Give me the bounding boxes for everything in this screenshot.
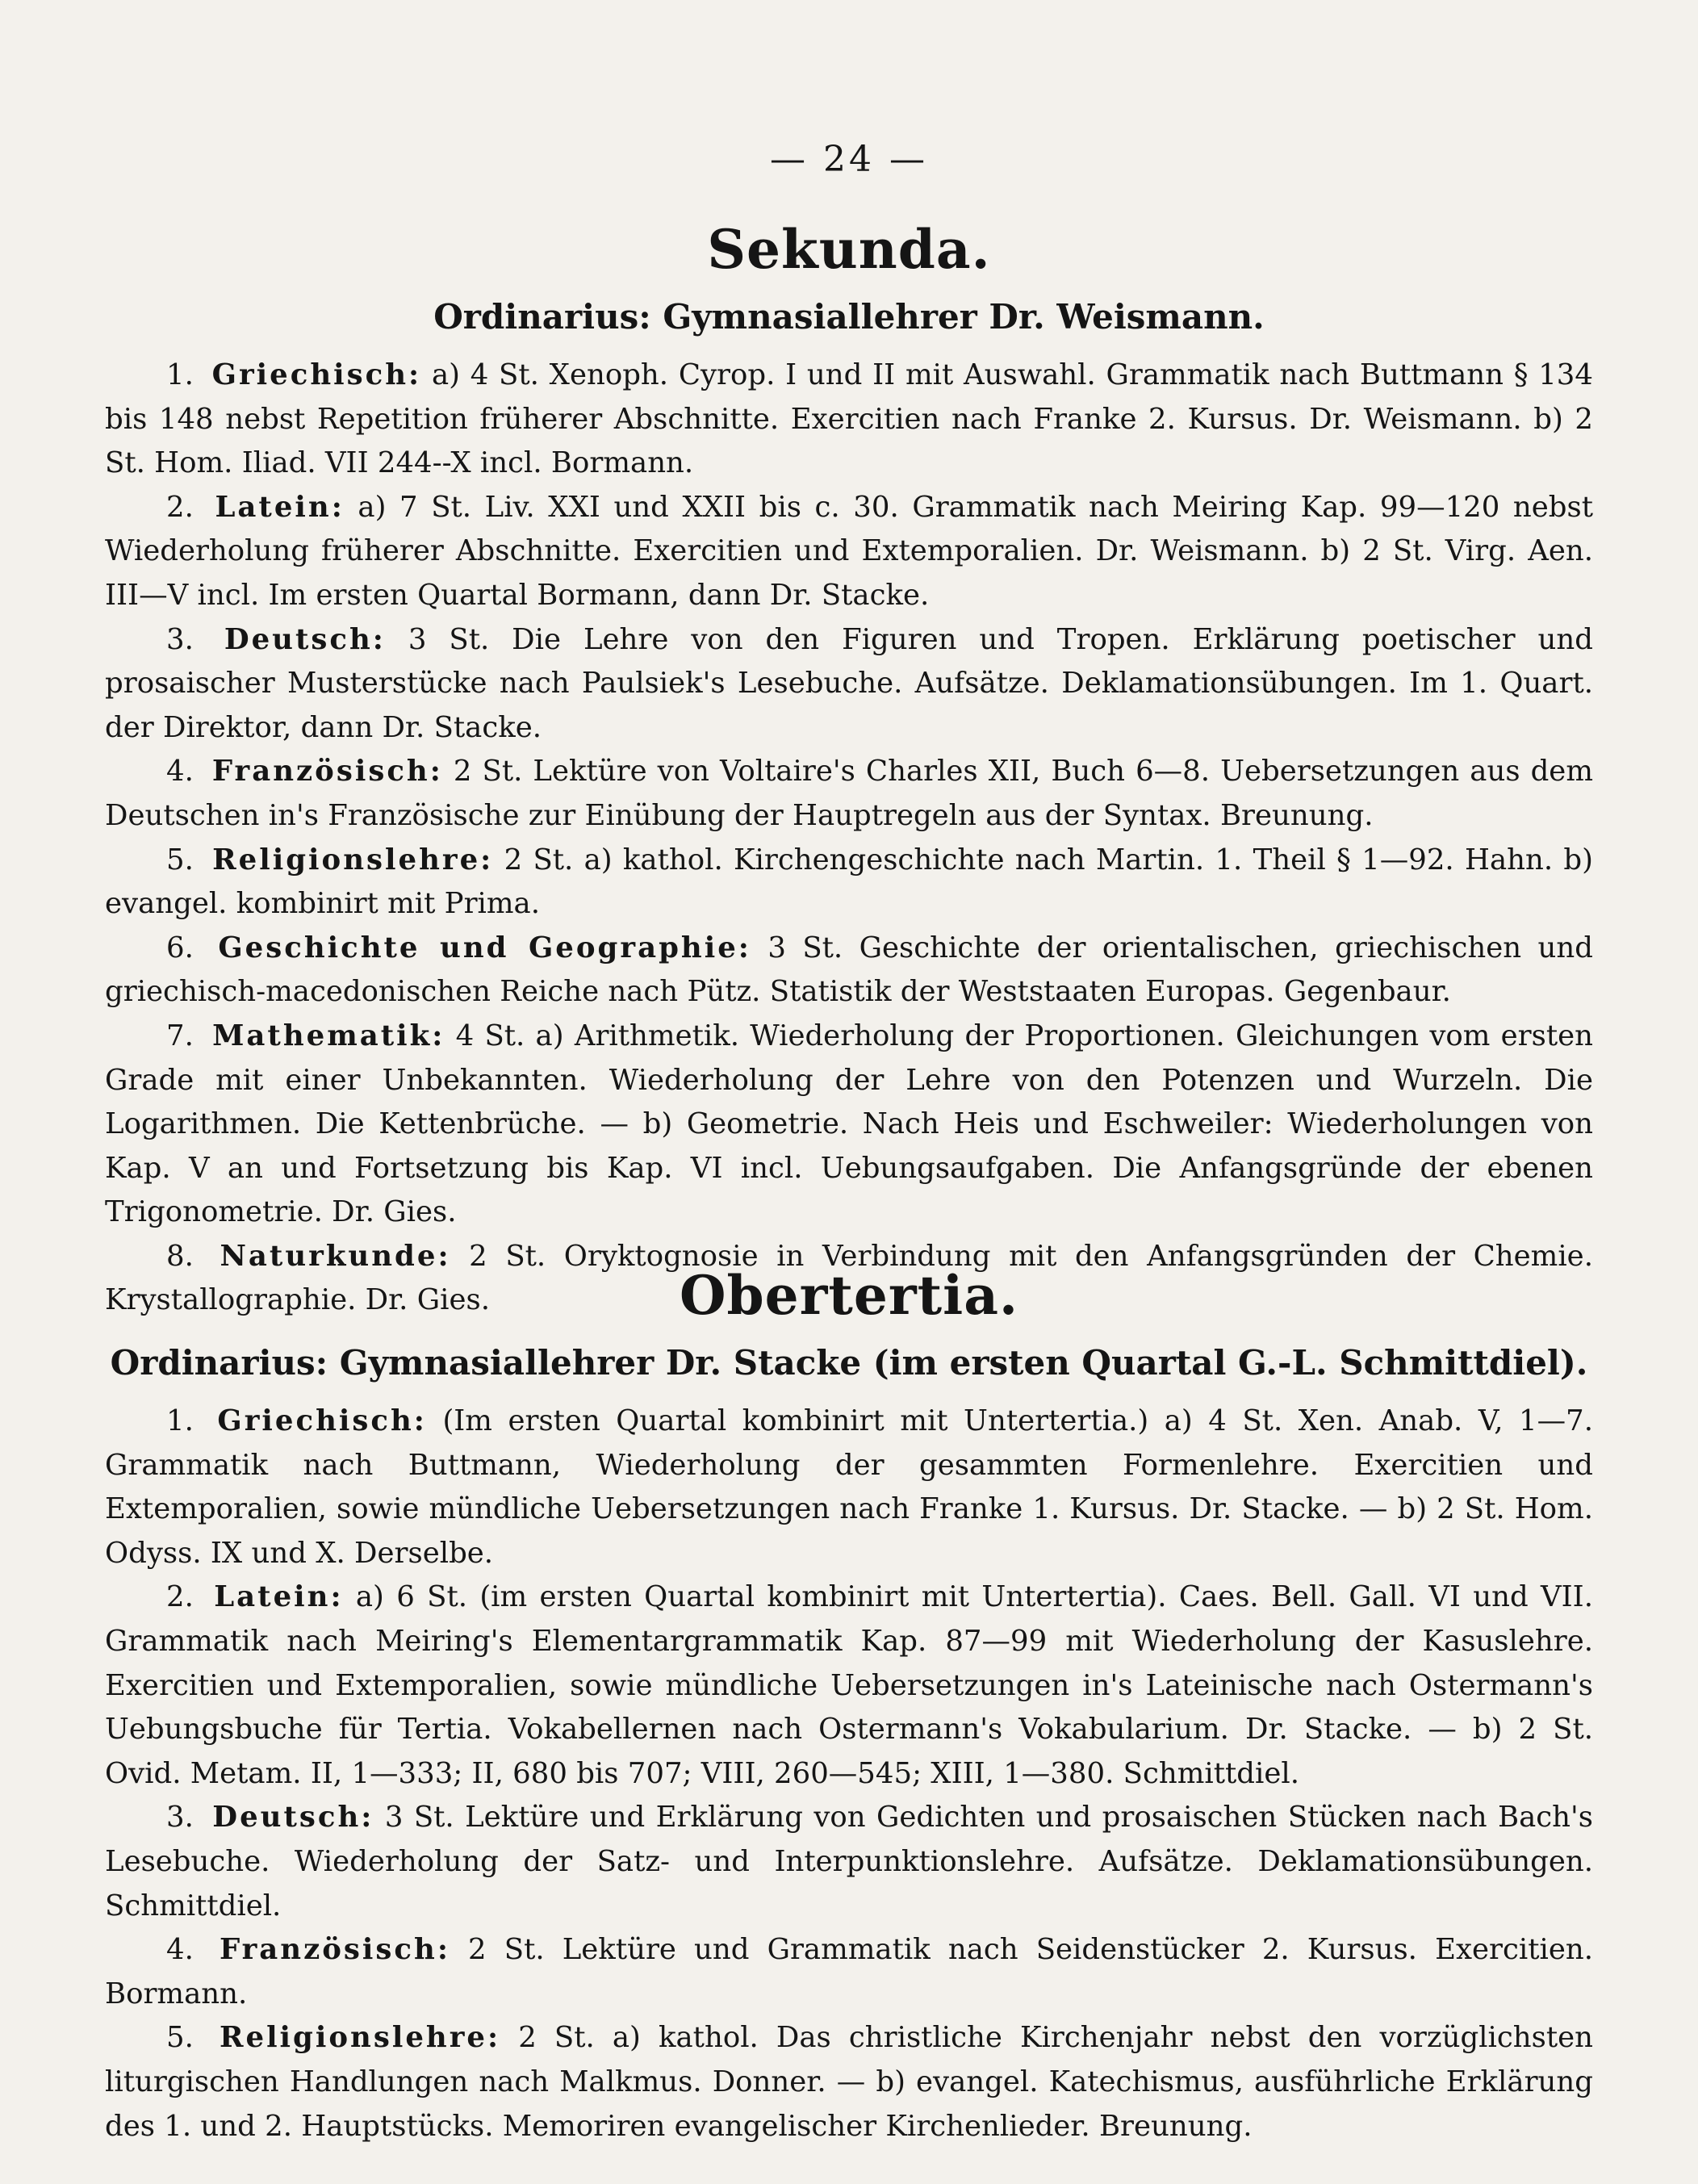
entry-number: 5. [166,843,194,877]
entry-number: 2. [166,1580,194,1614]
entry-number: 6. [166,931,194,964]
section-obertertia [0,1259,1698,2148]
entry-text: 2 St. a) kathol. Das christliche Kirchenjahr nebst den vorzüglichsten liturgischen Handlungen nach Malkmus. Donner. — b) evangel. Katechismus, ausführliche Erklärung des 1. und 2. Hauptstücks. Memoriren evangelischer Kirchenlieder. Breunung. [105,2021,1593,2143]
entry-number: 2. [166,490,194,524]
entry-text: (Im ersten Quartal kombinirt mit Untertertia.) a) 4 St. Xen. Anab. V, 1—7. Grammatik nach Buttmann, Wiederholung der gesammten Formenlehre. Exercitien und Extemporalien, sowie mündliche Uebersetzungen nach Franke 1. Kursus. Dr. Stacke. — b) 2 St. Hom. Odyss. IX und X. Derselbe. [105,1404,1594,1570]
entry-number: 1. [166,358,194,391]
entry-subject: Deutsch: [212,1801,374,1835]
entry-text: 3 St. Die Lehre von den Figuren und Tropen. Erklärung poetischer und prosaischer Musterstücke nach Paulsiek's Lesebuche. Aufsätze. Deklamationsübungen. Im 1. Quart. der Direktor, dann Dr. Stacke. [105,622,1593,744]
page-number: — 24 — [770,139,928,180]
subject-entry [105,1400,1593,1575]
entry-number: 7. [166,1019,194,1052]
entry-text: a) 4 St. Xenoph. Cyrop. I und II mit Auswahl. Grammatik nach Buttmann § 134 bis 148 nebst Repetition früherer Abschnitte. Exercitien nach Franke 2. Kursus. Dr. Weismann. b) 2 St. Hom. Iliad. VII 244--X incl. Bormann. [105,358,1593,480]
entry-number: 8. [166,1239,194,1273]
subject-entry [105,1928,1593,2016]
subject-entry [105,354,1593,486]
entry-text: 2 St. Lektüre und Grammatik nach Seidenstücker 2. Kursus. Exercitien. Bormann. [105,1933,1593,2010]
entry-subject: Religionslehre: [212,843,494,877]
entry-number: 3. [166,1801,194,1835]
entry-text: 2 St. Oryktognosie in Verbindung mit den Anfangsgründen der Chemie. Krystallographie. Dr. Gies. [105,1239,1593,1317]
subject-entry [105,927,1593,1015]
subject-entry [105,839,1593,927]
entry-subject: Latein: [215,490,345,524]
entry-subject: Französisch: [211,755,443,789]
subject-entry [105,1575,1593,1796]
entry-subject: Deutsch: [224,622,386,656]
entry-number: 4. [166,1933,194,1967]
ordinarius-line: Ordinarius: Gymnasiallehrer Dr. Stacke (im ersten Quartal G.-L. Schmittdiel). [110,1343,1588,1383]
entry-number: 3. [166,622,194,656]
entry-number: 1. [166,1404,194,1437]
entry-text: 3 St. Lektüre und Erklärung von Gedichten und prosaischen Stücken nach Bach's Lesebuche. Wiederholung der Satz- und Interpunktionslehre. Aufsätze. Deklamationsübungen. Schmittdiel. [105,1801,1593,1923]
entry-subject: Griechisch: [217,1404,427,1437]
section-title: Obertertia. [680,1264,1018,1327]
entry-text: 4 St. a) Arithmetik. Wiederholung der Proportionen. Gleichungen vom ersten Grade mit einer Unbekannten. Wiederholung der Lehre von den Potenzen und Wurzeln. Die Logarithmen. Die Kettenbrüche. — b) Geometrie. Nach Heis und Eschweiler: Wiederholungen von Kap. V an und Fortsetzung bis Kap. VI incl. Uebungsaufgaben. Die Anfangsgründe der ebenen Trigonometrie. Dr. Gies. [105,1019,1593,1229]
entry-text: a) 6 St. (im ersten Quartal kombinirt mit Untertertia). Caes. Bell. Gall. VI und VII. Grammatik nach Meiring's Elementargrammatik Kap. 87—99 mit Wiederholung der Kasuslehre. Exercitien und Extemporalien, sowie mündliche Uebersetzungen in's Lateinische nach Ostermann's Uebungsbuche für Tertia. Vokabellernen nach Ostermann's Vokabularium. Dr. Stacke. — b) 2 St. Ovid. Metam. II, 1—333; II, 680 bis 707; VIII, 260—545; XIII, 1—380. Schmittdiel. [105,1580,1593,1790]
section-sekunda [0,213,1698,1323]
entry-number: 5. [166,2021,194,2055]
entry-text: a) 7 St. Liv. XXI und XXII bis c. 30. Grammatik nach Meiring Kap. 99—120 nebst Wiederholung früherer Abschnitte. Exercitien und Extemporalien. Dr. Weismann. b) 2 St. Virg. Aen. III—V incl. Im ersten Quartal Bormann, dann Dr. Stacke. [105,490,1593,612]
entry-subject: Latein: [214,1580,344,1614]
entry-text: 3 St. Geschichte der orientalischen, griechischen und griechisch-macedonischen Reiche nach Pütz. Statistik der Weststaaten Europas. Gegenbaur. [105,931,1594,1009]
section-title: Sekunda. [707,218,991,281]
entry-text: 2 St. a) kathol. Kirchengeschichte nach Martin. 1. Theil § 1—92. Hahn. b) evangel. kombinirt mit Prima. [105,843,1593,921]
subject-list [0,1400,1698,2148]
ordinarius-line: Ordinarius: Gymnasiallehrer Dr. Weismann. [433,297,1265,337]
entry-text: 2 St. Lektüre von Voltaire's Charles XII, Buch 6—8. Uebersetzungen aus dem Deutschen in's Französische zur Einübung der Hauptregeln aus der Syntax. Breunung. [105,755,1593,832]
subject-entry [105,1796,1593,1928]
subject-entry [105,486,1593,618]
entry-subject: Mathematik: [212,1019,445,1052]
subject-entry [105,750,1593,838]
entry-subject: Französisch: [220,1933,450,1967]
entry-number: 4. [166,755,194,789]
subject-entry [105,2016,1593,2148]
subject-list [0,354,1698,1323]
entry-subject: Geschichte und Geographie: [218,931,751,964]
entry-subject: Griechisch: [211,358,422,391]
subject-entry [105,1015,1593,1235]
entry-subject: Religionslehre: [219,2021,501,2055]
entry-subject: Naturkunde: [220,1239,451,1273]
subject-entry [105,618,1593,751]
